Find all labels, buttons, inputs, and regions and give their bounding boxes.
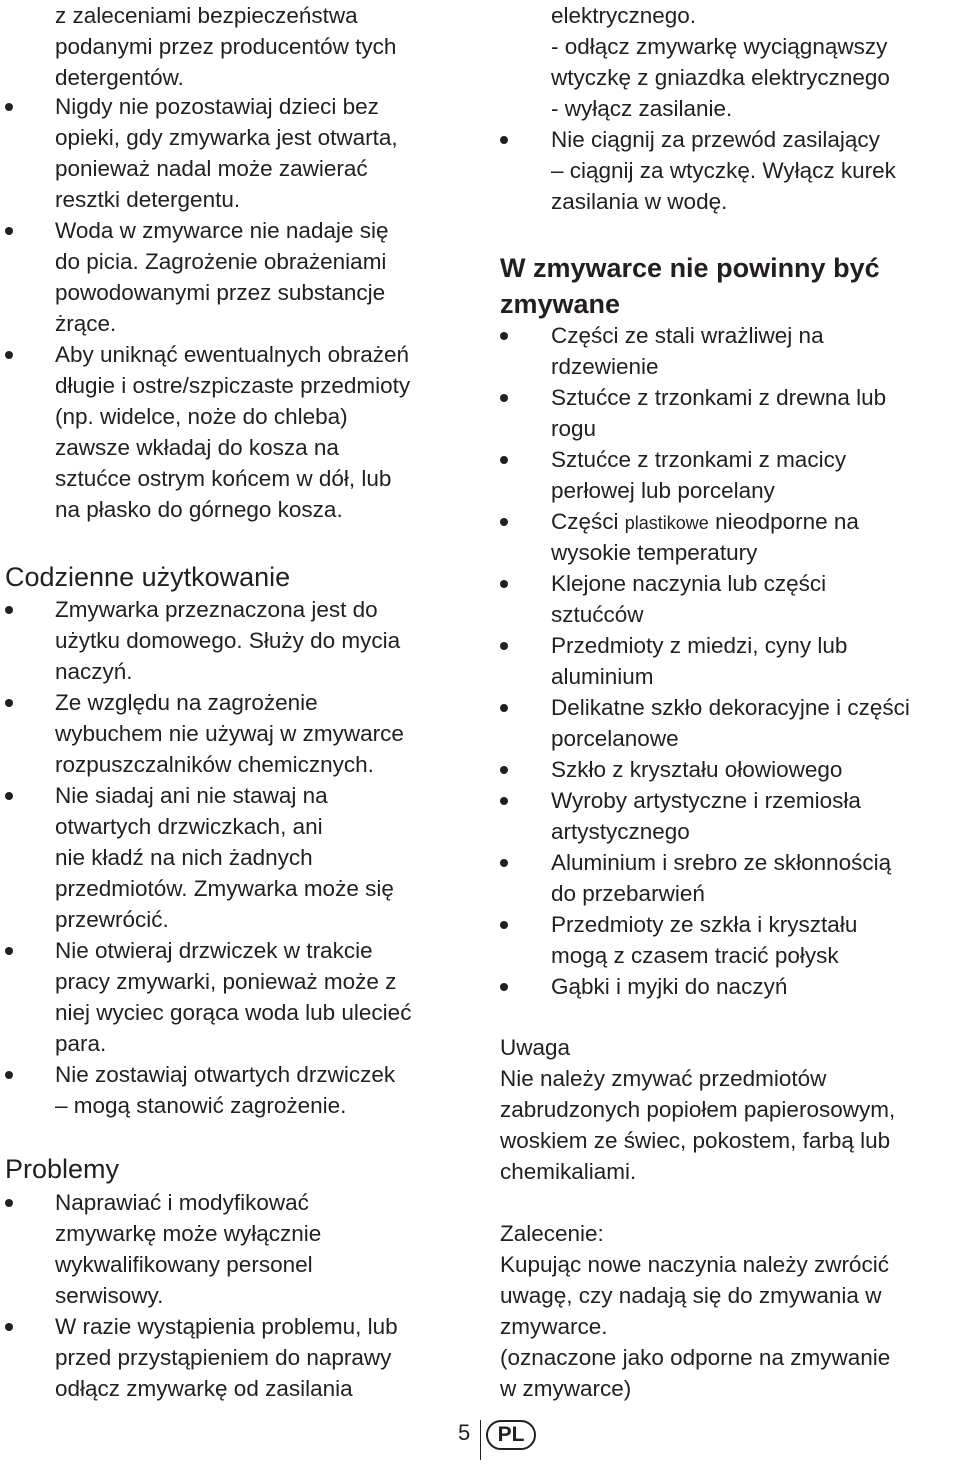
bullet-icon — [5, 1071, 13, 1079]
text-line: - wyłącz zasilanie. — [551, 96, 733, 121]
text-line: Woda w zmywarce nie nadaje się — [55, 218, 389, 243]
text-line: perłowej lub porcelany — [551, 478, 775, 503]
text-line: Przedmioty z miedzi, cyny lub — [551, 633, 848, 658]
bullet-icon — [5, 606, 13, 614]
bullet-icon — [500, 921, 508, 929]
text-line: żrące. — [55, 311, 117, 336]
text-line: długie i ostre/szpiczaste przedmioty — [55, 373, 411, 398]
text-span: Części — [551, 509, 625, 534]
heading-line: zmywane — [500, 289, 621, 319]
text-line: rogu — [551, 416, 597, 441]
section-heading-problems: Problemy — [5, 1154, 120, 1184]
recommendation-title: Zalecenie: — [500, 1221, 604, 1246]
text-line: na płasko do górnego kosza. — [55, 497, 343, 522]
text-line: pracy zmywarki, ponieważ może z — [55, 969, 397, 994]
bullet-icon — [5, 792, 13, 800]
bullet-icon — [500, 136, 508, 144]
bullet-icon — [500, 704, 508, 712]
text-line: wtyczkę z gniazdka elektrycznego — [551, 65, 890, 90]
list-item — [500, 909, 910, 971]
text-line: użytku domowego. Służy do mycia — [55, 628, 401, 653]
bullet-icon — [500, 797, 508, 805]
bullet-item-solvents — [0, 687, 404, 780]
list-item — [500, 692, 910, 754]
text-line: niej wyciec gorąca woda lub ulecieć — [55, 1000, 412, 1025]
text-line: otwartych drzwiczkach, ani — [55, 814, 323, 839]
bullet-item-door-sit — [0, 780, 394, 935]
bullet-item-children — [0, 91, 398, 215]
text-line: wybuchem nie używaj w zmywarce — [55, 721, 404, 746]
text-line: w zmywarce) — [500, 1376, 632, 1401]
text-line: sztućców — [551, 602, 644, 627]
list-item — [500, 785, 910, 847]
text-line: Nie zostawiaj otwartych drzwiczek — [55, 1062, 396, 1087]
small-text-plastic: plastikowe — [624, 513, 709, 533]
bullet-icon — [5, 699, 13, 707]
not-wash-list — [500, 320, 910, 1002]
bullet-icon — [5, 1199, 13, 1207]
bullet-item-water — [0, 215, 389, 339]
list-item — [500, 847, 910, 909]
text-line: Aluminium i srebro ze skłonnością — [551, 850, 892, 875]
text-line: z zaleceniami bezpieczeństwa — [55, 3, 358, 28]
bullet-icon — [5, 351, 13, 359]
text-line: zmywarkę może wyłącznie — [55, 1221, 322, 1246]
text-line: Nigdy nie pozostawiaj dzieci bez — [55, 94, 379, 119]
text-line: Zmywarka przeznaczona jest do — [55, 597, 378, 622]
text-line: woskiem ze świec, pokostem, farbą lub — [500, 1128, 891, 1153]
list-item — [500, 630, 910, 692]
text-line: Naprawiać i modyfikować — [55, 1190, 309, 1215]
text-line: zabrudzonych popiołem papierosowym, — [500, 1097, 896, 1122]
text-line: Gąbki i myjki do naczyń — [551, 974, 788, 999]
text-line: (oznaczone jako odporne na zmywanie — [500, 1345, 891, 1370]
text-line: – ciągnij za wtyczkę. Wyłącz kurek — [551, 158, 896, 183]
text-line: Kupując nowe naczynia należy zwrócić — [500, 1252, 889, 1277]
list-item — [500, 568, 910, 630]
bullet-icon — [500, 642, 508, 650]
text-line: wykwalifikowany personel — [55, 1252, 313, 1277]
text-line: naczyń. — [55, 659, 133, 684]
section-heading-not-dishwasher-safe — [500, 250, 880, 322]
bullet-item-domestic — [0, 594, 400, 687]
text-line: wysokie temperatury — [551, 540, 758, 565]
text-line: para. — [55, 1031, 107, 1056]
text-line: Ze względu na zagrożenie — [55, 690, 318, 715]
text-line: do przebarwień — [551, 881, 705, 906]
bullet-icon — [500, 766, 508, 774]
text-line: zasilania w wodę. — [551, 189, 728, 214]
text-line: porcelanowe — [551, 726, 679, 751]
section-heading-daily-use: Codzienne użytkowanie — [5, 562, 291, 592]
text-line: rozpuszczalników chemicznych. — [55, 752, 374, 777]
bullet-icon — [500, 394, 508, 402]
text-line: resztki detergentu. — [55, 187, 241, 212]
text-line: zmywarce. — [500, 1314, 608, 1339]
text-line: nie kładź na nich żadnych — [55, 845, 313, 870]
bullet-icon — [500, 518, 508, 526]
heading-line: W zmywarce nie powinny być — [500, 253, 880, 283]
bullet-icon — [5, 1323, 13, 1331]
text-line: uwagę, czy nadają się do zmywania w — [500, 1283, 882, 1308]
language-badge: PL — [486, 1420, 536, 1450]
text-line: – mogą stanowić zagrożenie. — [55, 1093, 347, 1118]
text-line: sztućce ostrym końcem w dół, lub — [55, 466, 392, 491]
list-item — [500, 754, 910, 785]
text-line: Szkło z kryształu ołowiowego — [551, 757, 843, 782]
text-line: W razie wystąpienia problemu, lub — [55, 1314, 398, 1339]
text-line: zawsze wkładaj do kosza na — [55, 435, 339, 460]
text-line — [500, 506, 910, 537]
text-line: ponieważ nadal może zawierać — [55, 156, 368, 181]
list-item — [500, 506, 910, 568]
bullet-icon — [5, 103, 13, 111]
note-block — [500, 1032, 895, 1187]
bullet-item-repair — [0, 1187, 321, 1311]
bullet-icon — [5, 947, 13, 955]
text-line: Nie należy zmywać przedmiotów — [500, 1066, 827, 1091]
text-line: detergentów. — [55, 65, 184, 90]
text-line: Nie otwieraj drzwiczek w trakcie — [55, 938, 373, 963]
text-line: Delikatne szkło dekoracyjne i części — [551, 695, 910, 720]
intro-continuation — [0, 0, 396, 93]
bullet-icon — [500, 983, 508, 991]
text-line: przed przystąpieniem do naprawy — [55, 1345, 392, 1370]
text-line: podanymi przez producentów tych — [55, 34, 397, 59]
text-line: Sztućce z trzonkami z drewna lub — [551, 385, 887, 410]
text-line: (np. widelce, noże do chleba) — [55, 404, 348, 429]
text-line: do picia. Zagrożenie obrażeniami — [55, 249, 387, 274]
bullet-item-door-left-open — [0, 1059, 395, 1121]
bullet-icon — [500, 456, 508, 464]
text-line: Wyroby artystyczne i rzemiosła — [551, 788, 861, 813]
text-line: - odłącz zmywarkę wyciągnąwszy — [551, 34, 888, 59]
bullet-item-cable — [500, 124, 896, 217]
text-line: Nie ciągnij za przewód zasilający — [551, 127, 880, 152]
bullet-icon — [500, 580, 508, 588]
text-line: opieki, gdy zmywarka jest otwarta, — [55, 125, 398, 150]
text-line: powodowanymi przez substancje — [55, 280, 386, 305]
text-line: rdzewienie — [551, 354, 659, 379]
bullet-icon — [500, 332, 508, 340]
bullet-item-door-open — [0, 935, 411, 1059]
text-line: przewrócić. — [55, 907, 169, 932]
list-item — [500, 971, 910, 1002]
text-line: Sztućce z trzonkami z macicy — [551, 447, 847, 472]
text-span: nieodporne na — [708, 509, 859, 534]
list-item — [500, 382, 910, 444]
list-item — [500, 320, 910, 382]
text-line: artystycznego — [551, 819, 690, 844]
bullet-icon — [5, 227, 13, 235]
list-item — [500, 444, 910, 506]
text-line: Klejone naczynia lub części — [551, 571, 827, 596]
text-line: odłącz zmywarkę od zasilania — [55, 1376, 353, 1401]
recommendation-block — [500, 1218, 890, 1404]
bullet-item-sharp — [0, 339, 410, 525]
bullet-item-problem — [0, 1311, 398, 1404]
text-line: chemikaliami. — [500, 1159, 637, 1184]
text-line: Części ze stali wrażliwej na — [551, 323, 824, 348]
text-line: przedmiotów. Zmywarka może się — [55, 876, 394, 901]
text-line: Przedmioty ze szkła i kryształu — [551, 912, 858, 937]
note-title: Uwaga — [500, 1035, 571, 1060]
text-line: elektrycznego. — [551, 3, 697, 28]
text-line: aluminium — [551, 664, 654, 689]
footer-divider — [480, 1420, 481, 1460]
text-line: Aby uniknąć ewentualnych obrażeń — [55, 342, 409, 367]
text-line: Nie siadaj ani nie stawaj na — [55, 783, 328, 808]
page-number: 5 — [458, 1420, 471, 1445]
text-line: mogą z czasem tracić połysk — [551, 943, 839, 968]
bullet-icon — [500, 859, 508, 867]
text-line: serwisowy. — [55, 1283, 164, 1308]
power-continuation — [500, 0, 890, 124]
